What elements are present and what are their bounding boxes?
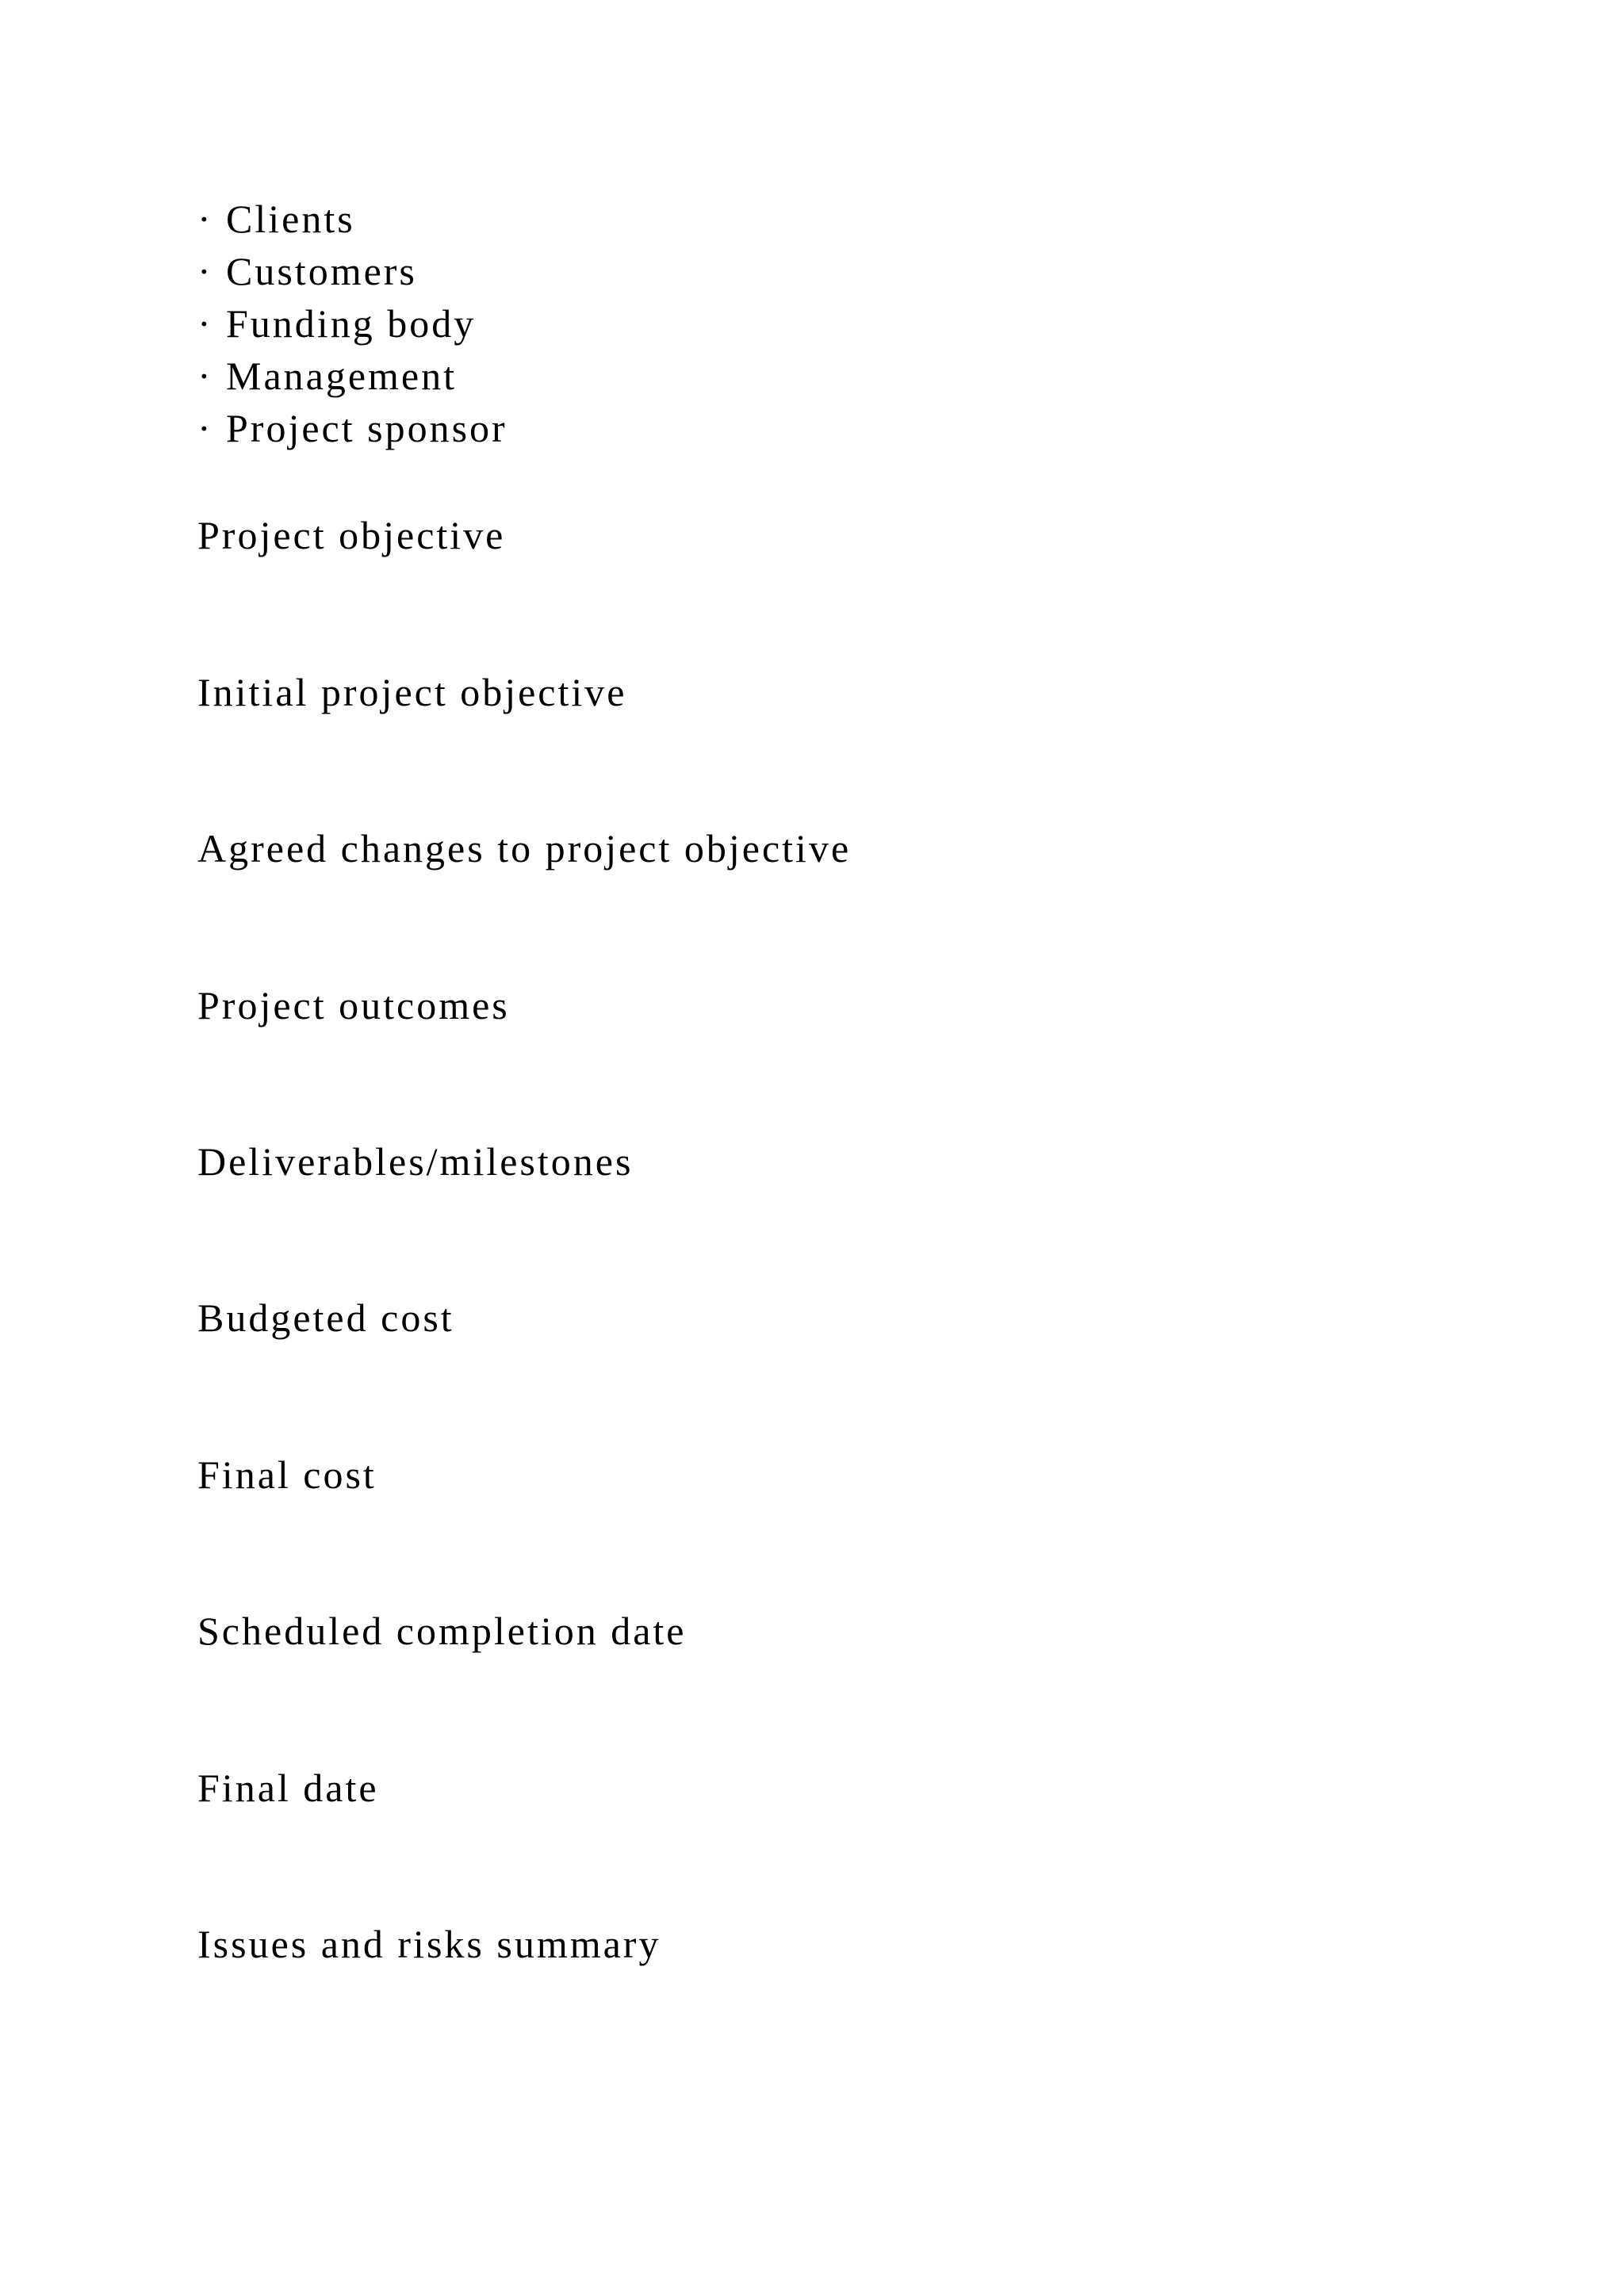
list-item <box>197 402 508 454</box>
section-heading-initial-project-objective: Initial project objective <box>197 670 627 714</box>
section-heading-issues-and-risks: Issues and risks summary <box>197 1922 661 1966</box>
section-heading-final-date: Final date <box>197 1766 379 1810</box>
list-item <box>197 350 508 402</box>
bullet-marker: · <box>197 354 213 398</box>
section-heading-project-outcomes: Project outcomes <box>197 983 510 1027</box>
bullet-marker: · <box>197 406 213 450</box>
section-heading-final-cost: Final cost <box>197 1452 377 1497</box>
list-item-text: Clients <box>226 197 355 241</box>
list-item <box>197 193 508 245</box>
list-item-text: Customers <box>226 249 417 293</box>
list-item-text: Project sponsor <box>226 406 508 450</box>
section-heading-project-objective: Project objective <box>197 513 506 557</box>
list-item <box>197 245 508 297</box>
section-heading-scheduled-completion-date: Scheduled completion date <box>197 1609 687 1653</box>
bullet-marker: · <box>197 197 213 241</box>
stakeholder-list <box>197 193 508 454</box>
bullet-marker: · <box>197 301 213 346</box>
bullet-marker: · <box>197 249 213 293</box>
list-item-text: Management <box>226 354 458 398</box>
section-heading-budgeted-cost: Budgeted cost <box>197 1295 454 1340</box>
list-item <box>197 297 508 350</box>
section-heading-agreed-changes: Agreed changes to project objective <box>197 826 852 871</box>
list-item-text: Funding body <box>226 301 477 346</box>
section-heading-deliverables: Deliverables/milestones <box>197 1139 634 1184</box>
